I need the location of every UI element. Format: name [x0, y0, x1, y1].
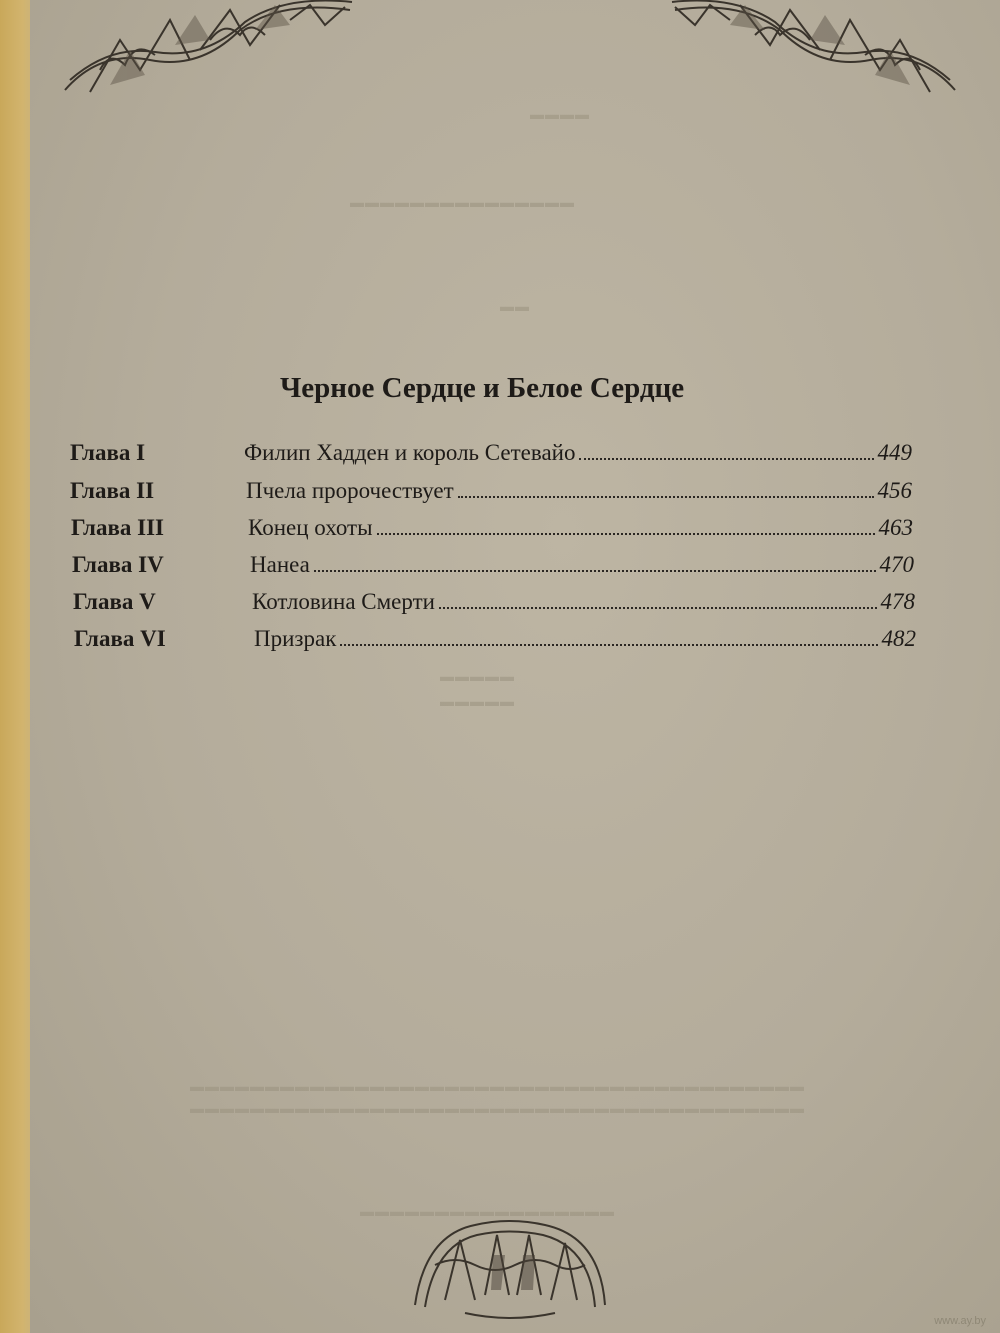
chapter-title: Конец охоты	[248, 515, 373, 540]
chapter-page: 482	[881, 626, 916, 651]
section-heading: Черное Сердце и Белое Сердце	[280, 372, 685, 404]
chapter-page: 463	[878, 515, 913, 540]
chapter-page: 449	[877, 440, 912, 465]
chapter-page: 470	[879, 552, 914, 577]
toc-row	[71, 507, 913, 541]
chapter-page: 478	[880, 589, 915, 614]
toc-row	[70, 432, 912, 466]
chapter-entry	[244, 440, 912, 466]
top-left-ornament	[60, 0, 360, 100]
chapter-entry	[246, 478, 912, 504]
toc-row	[73, 581, 915, 615]
dot-leader	[458, 495, 874, 498]
chapter-label: Глава I	[70, 440, 146, 465]
publisher-emblem	[405, 1195, 615, 1325]
chapter-title: Филип Хадден и король Сетевайо	[244, 440, 576, 465]
show-through-text: ▬▬▬▬▬	[440, 670, 515, 685]
show-through-text: ▬▬▬▬	[530, 108, 590, 123]
dot-leader	[340, 643, 877, 646]
top-right-ornament	[670, 0, 960, 100]
show-through-text: ▬▬▬▬▬▬▬▬▬▬▬▬▬▬▬	[350, 196, 575, 211]
toc-row	[70, 470, 912, 504]
dot-leader	[377, 532, 875, 535]
book-page	[30, 0, 1000, 1333]
chapter-label: Глава VI	[74, 626, 166, 651]
show-through-text: ▬▬▬▬▬▬▬▬▬▬▬▬▬▬▬▬▬▬▬▬▬▬▬▬▬▬▬▬▬▬▬▬▬▬▬▬▬▬▬▬▬	[190, 1102, 805, 1117]
dot-leader	[439, 606, 877, 609]
chapter-entry	[254, 626, 916, 652]
show-through-text: ▬▬▬▬▬▬▬▬▬▬▬▬▬▬▬▬▬▬▬▬▬▬▬▬▬▬▬▬▬▬▬▬▬▬▬▬▬▬▬▬▬	[190, 1080, 805, 1095]
chapter-entry	[252, 589, 915, 615]
chapter-title: Котловина Смерти	[252, 589, 435, 614]
chapter-page: 456	[877, 478, 912, 503]
toc-row	[74, 618, 916, 652]
chapter-title: Нанеа	[250, 552, 310, 577]
chapter-label: Глава II	[70, 478, 155, 503]
show-through-text: ▬▬▬▬▬	[440, 695, 515, 710]
show-through-text: ▬▬▬▬▬▬▬▬▬▬▬▬▬▬▬▬▬	[360, 1205, 615, 1220]
chapter-entry	[250, 552, 914, 578]
watermark: www.ay.by	[934, 1315, 986, 1327]
toc-row	[72, 544, 914, 578]
dot-leader	[314, 569, 876, 572]
show-through-text: ▬▬	[500, 300, 530, 315]
chapter-label: Глава III	[71, 515, 164, 540]
chapter-entry	[248, 515, 913, 541]
chapter-label: Глава IV	[72, 552, 164, 577]
chapter-label: Глава V	[73, 589, 156, 614]
chapter-title: Пчела пророчествует	[246, 478, 454, 503]
chapter-title: Призрак	[254, 626, 337, 651]
dot-leader	[579, 457, 873, 460]
